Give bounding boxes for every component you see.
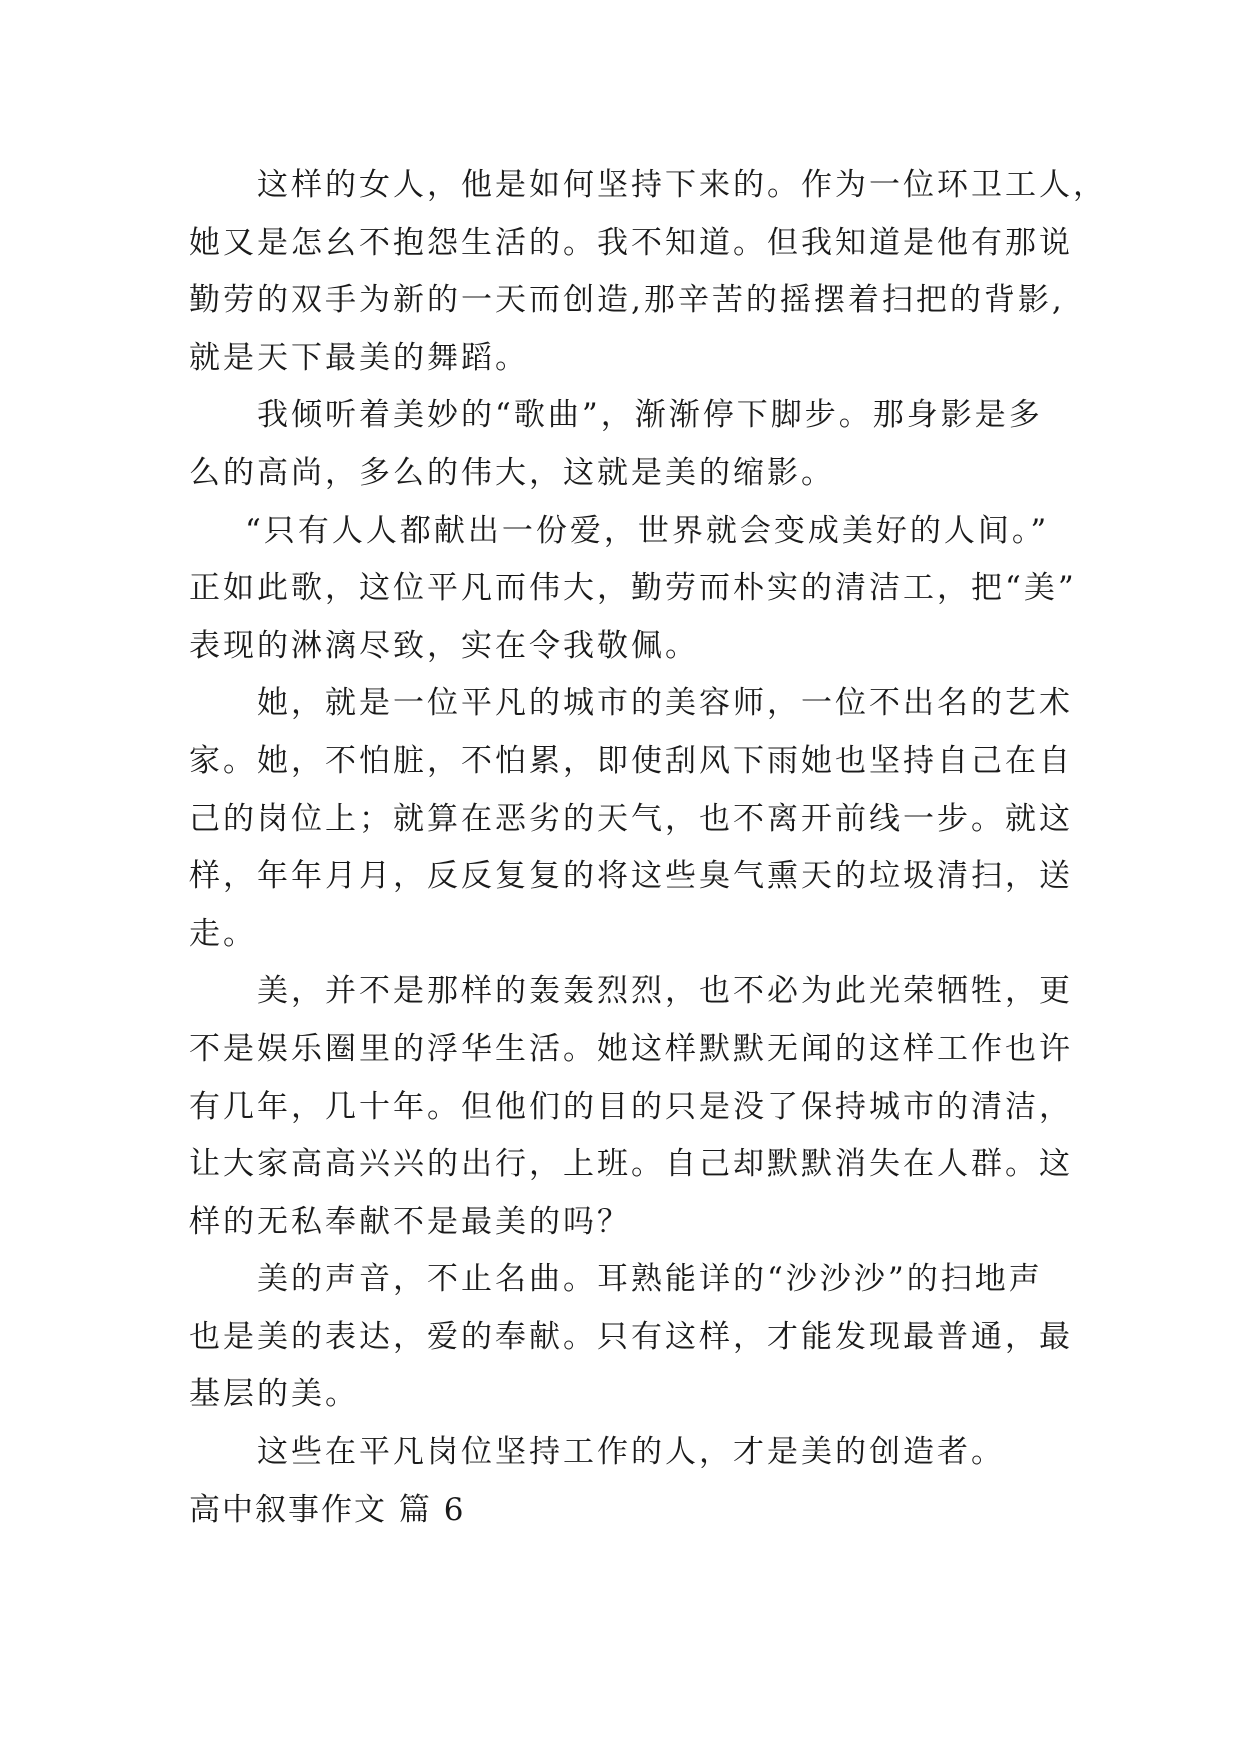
text-line: 勤劳的双手为新的一天而创造,那辛苦的摇摆着扫把的背影,	[189, 282, 1065, 319]
text-line: 样，年年月月，反反复复的将这些臭气熏天的垃圾清扫，送	[189, 858, 1073, 895]
text-line: 美的声音，不止名曲。耳熟能详的“沙沙沙”的扫地声	[257, 1261, 1043, 1298]
section-heading: 高中叙事作文 篇 6	[189, 1491, 466, 1528]
text-line: 她又是怎幺不抱怨生活的。我不知道。但我知道是他有那说	[189, 224, 1073, 261]
text-line: 走。	[189, 915, 257, 952]
text-line: 不是娱乐圈里的浮华生活。她这样默默无闻的这样工作也许	[189, 1030, 1073, 1067]
text-line: 这些在平凡岗位坚持工作的人，才是美的创造者。	[257, 1434, 1005, 1471]
text-line: 有几年，几十年。但他们的目的只是没了保持城市的清洁，	[189, 1088, 1073, 1125]
text-line: “只有人人都献出一份爱，世界就会变成美好的人间。”	[245, 512, 1050, 549]
text-line: 她，就是一位平凡的城市的美容师，一位不出名的艺术	[257, 685, 1073, 722]
text-line: 美，并不是那样的轰轰烈烈，也不必为此光荣牺牲，更	[257, 973, 1073, 1010]
text-line: 表现的淋漓尽致，实在令我敬佩。	[189, 627, 699, 664]
essay-body	[189, 157, 1107, 1539]
text-line: 己的岗位上；就算在恶劣的天气，也不离开前线一步。就这	[189, 800, 1073, 837]
text-line: 我倾听着美妙的“歌曲”，渐渐停下脚步。那身影是多	[257, 397, 1043, 434]
text-line: 样的无私奉献不是最美的吗？	[189, 1203, 631, 1240]
text-line: 也是美的表达，爱的奉献。只有这样，才能发现最普通，最	[189, 1318, 1073, 1355]
text-line: 基层的美。	[189, 1376, 359, 1413]
text-line: 让大家高高兴兴的出行，上班。自己却默默消失在人群。这	[189, 1146, 1073, 1183]
text-line: 正如此歌，这位平凡而伟大，勤劳而朴实的清洁工，把“美”	[189, 570, 1077, 607]
text-line: 家。她，不怕脏，不怕累，即使刮风下雨她也坚持自己在自	[189, 742, 1073, 779]
text-line: 么的高尚，多么的伟大，这就是美的缩影。	[189, 454, 835, 491]
text-line: 这样的女人，他是如何坚持下来的。作为一位环卫工人，	[257, 167, 1107, 203]
text-line: 就是天下最美的舞蹈。	[189, 339, 529, 376]
